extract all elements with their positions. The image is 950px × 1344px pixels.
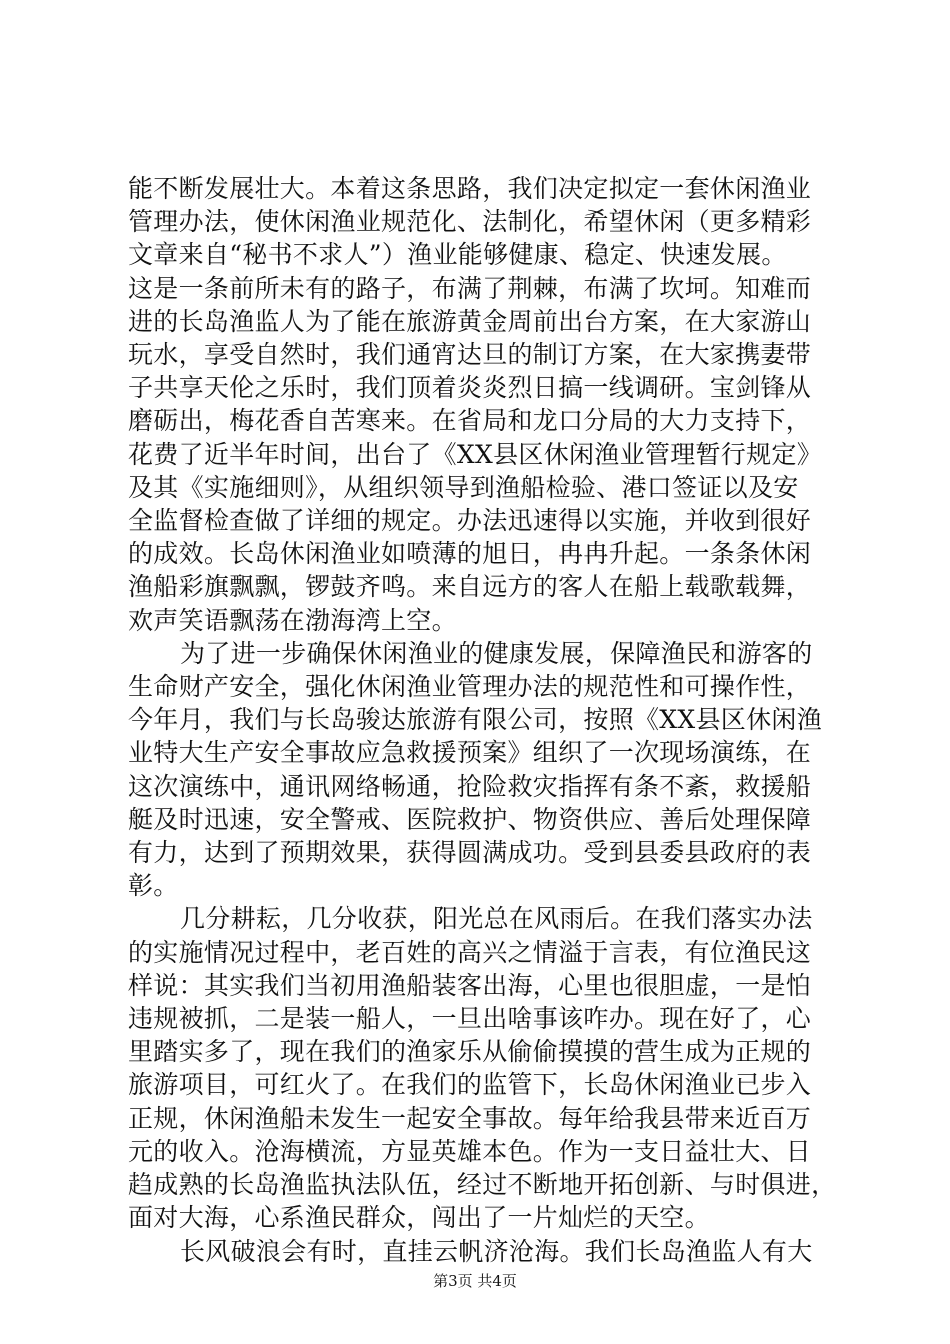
text-line: 文章来自“秘书不求人”）渔业能够健康、稳定、快速发展。 xyxy=(128,240,787,270)
text-line: 违规被抓，二是装一船人，一旦出啥事该咋办。现在好了，心 xyxy=(128,1004,812,1034)
text-line: 元的收入。沧海横流，方显英雄本色。作为一支日益壮大、日 xyxy=(128,1136,812,1166)
text-line: 彰。 xyxy=(128,871,179,901)
text-line: 有力，达到了预期效果，获得圆满成功。受到县委县政府的表 xyxy=(128,838,812,868)
text-line: 全监督检查做了详细的规定。办法迅速得以实施，并收到很好 xyxy=(128,506,812,536)
text-line: 这次演练中，通讯网络畅通，抢险救灾指挥有条不紊，救援船 xyxy=(128,771,812,801)
text-line: 欢声笑语飘荡在渤海湾上空。 xyxy=(128,605,457,635)
text-line: 今年月，我们与长岛骏达旅游有限公司，按照《XX县区休闲渔 xyxy=(128,705,822,735)
paragraph xyxy=(128,172,828,637)
text-line: 艇及时迅速，安全警戒、医院救护、物资供应、善后处理保障 xyxy=(128,804,812,834)
document-body xyxy=(128,172,837,1268)
text-line: 生命财产安全，强化休闲渔业管理办法的规范性和可操作性， xyxy=(128,672,812,702)
text-line: 业特大生产安全事故应急救援预案》组织了一次现场演练，在 xyxy=(128,738,812,768)
text-line: 旅游项目，可红火了。在我们的监管下，长岛休闲渔业已步入 xyxy=(128,1070,812,1100)
text-line: 趋成熟的长岛渔监执法队伍，经过不断地开拓创新、与时俱进， xyxy=(128,1170,837,1200)
text-line: 这是一条前所未有的路子，布满了荆棘，布满了坎坷。知难而 xyxy=(128,273,812,303)
text-line: 子共享天伦之乐时，我们顶着炎炎烈日搞一线调研。宝剑锋从 xyxy=(128,373,812,403)
text-line: 的成效。长岛休闲渔业如喷薄的旭日，冉冉升起。一条条休闲 xyxy=(128,539,812,569)
text-line: 管理办法，使休闲渔业规范化、法制化，希望休闲（更多精彩 xyxy=(128,207,812,237)
page-footer: 第3页 共4页 xyxy=(433,1272,517,1290)
text-line: 正规，休闲渔船未发生一起安全事故。每年给我县带来近百万 xyxy=(128,1103,812,1133)
text-line: 的实施情况过程中，老百姓的高兴之情溢于言表，有位渔民这 xyxy=(128,937,812,967)
text-line: 花费了近半年时间，出台了《XX县区休闲渔业管理暂行规定》 xyxy=(128,439,822,469)
text-line: 几分耕耘，几分收获，阳光总在风雨后。在我们落实办法 xyxy=(180,904,813,934)
text-line: 及其《实施细则》，从组织领导到渔船检验、港口签证以及安 xyxy=(128,472,799,502)
text-line: 进的长岛渔监人为了能在旅游黄金周前出台方案，在大家游山 xyxy=(128,306,812,336)
text-line: 为了进一步确保休闲渔业的健康发展，保障渔民和游客的 xyxy=(180,638,813,668)
text-line: 面对大海，心系渔民群众，闯出了一片灿烂的天空。 xyxy=(128,1203,710,1233)
paragraph xyxy=(128,637,828,903)
text-line: 里踏实多了，现在我们的渔家乐从偷偷摸摸的营生成为正规的 xyxy=(128,1037,812,1067)
paragraph xyxy=(128,902,837,1234)
text-line: 样说：其实我们当初用渔船装客出海，心里也很胆虚，一是怕 xyxy=(128,970,812,1000)
paragraph xyxy=(128,1235,828,1268)
text-line: 能不断发展壮大。本着这条思路，我们决定拟定一套休闲渔业 xyxy=(128,174,812,203)
text-line: 渔船彩旗飘飘，锣鼓齐鸣。来自远方的客人在船上载歌载舞， xyxy=(128,572,812,602)
text-line: 磨砺出，梅花香自苦寒来。在省局和龙口分局的大力支持下， xyxy=(128,406,812,436)
text-line: 玩水，享受自然时，我们通宵达旦的制订方案，在大家携妻带 xyxy=(128,340,812,370)
text-line: 长风破浪会有时，直挂云帆济沧海。我们长岛渔监人有大 xyxy=(180,1236,813,1266)
